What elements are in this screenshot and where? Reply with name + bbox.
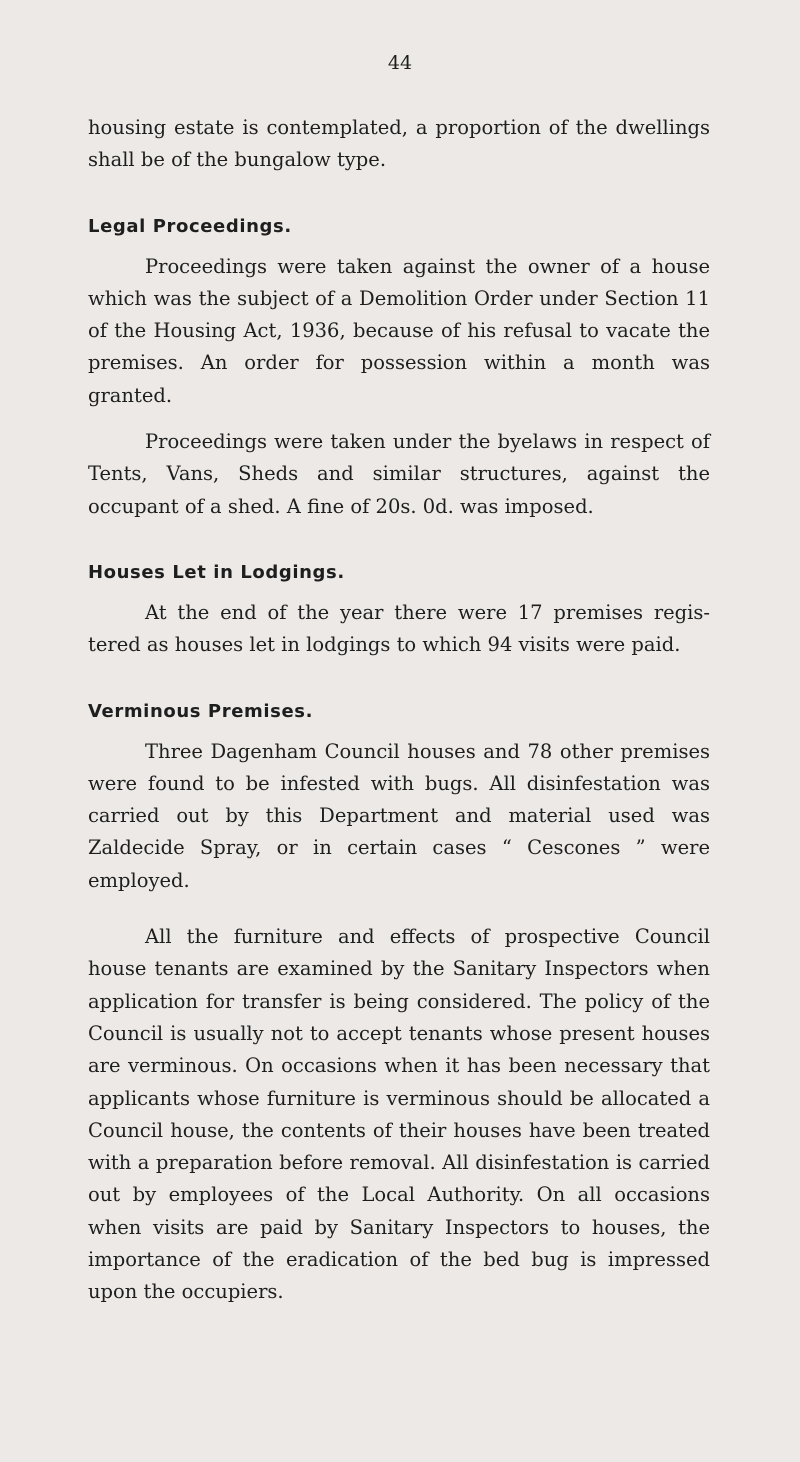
legal-proceedings-paragraph-1: Proceedings were taken against the owner of a house which was the subject of a Demolition Order under Section 11 of the Housing Act, 1936, because of his refusal to vacate the premises. An order for possession within a month was granted. (88, 254, 710, 407)
verminous-premises-paragraph-1: Three Dagenham Council houses and 78 other premises were found to be infested with bugs. All disinfestation was carried out by this Department and material used was Zaldecide Spray, or in certain cases “ Cescones ” were employed. (88, 739, 710, 892)
page-number: 44 (387, 52, 413, 74)
page-body (88, 112, 710, 1309)
section-heading-houses-let-in-lodgings: Houses Let in Lodgings. (88, 561, 345, 583)
intro-paragraph: housing estate is contemplated, a proportion of the dwellings shall be of the bungalow type. (88, 116, 710, 172)
verminous-premises-paragraph-2: All the furniture and effects of prospective Council house tenants are examined by the Sanitary Inspectors when application for transfer is being considered. The policy of the Council is usually not to accept tenants whose present houses are verminous. On occasions when it has been necessary that applicants whose furniture is verminous should be allocated a Council house, the contents of their houses have been treated with a preparation before removal. All disinfestation is carried out by employees of the Local Authority. On all occasions when visits are paid by Sanitary Inspectors to houses, the importance of the eradication of the bed bug is impressed upon the occupiers. (88, 925, 710, 1304)
houses-let-in-lodgings-paragraph: At the end of the year there were 17 premises regis- tered as houses let in lodgings to which 94 visits were paid. (88, 600, 710, 657)
legal-proceedings-paragraph-2: Proceedings were taken under the byelaws in respect of Tents, Vans, Sheds and similar structures, against the occupant of a shed. A fine of 20s. 0d. was imposed. (88, 430, 710, 518)
section-heading-verminous-premises: Verminous Premises. (88, 700, 314, 722)
section-heading-legal-proceedings: Legal Proceedings. (88, 215, 292, 237)
